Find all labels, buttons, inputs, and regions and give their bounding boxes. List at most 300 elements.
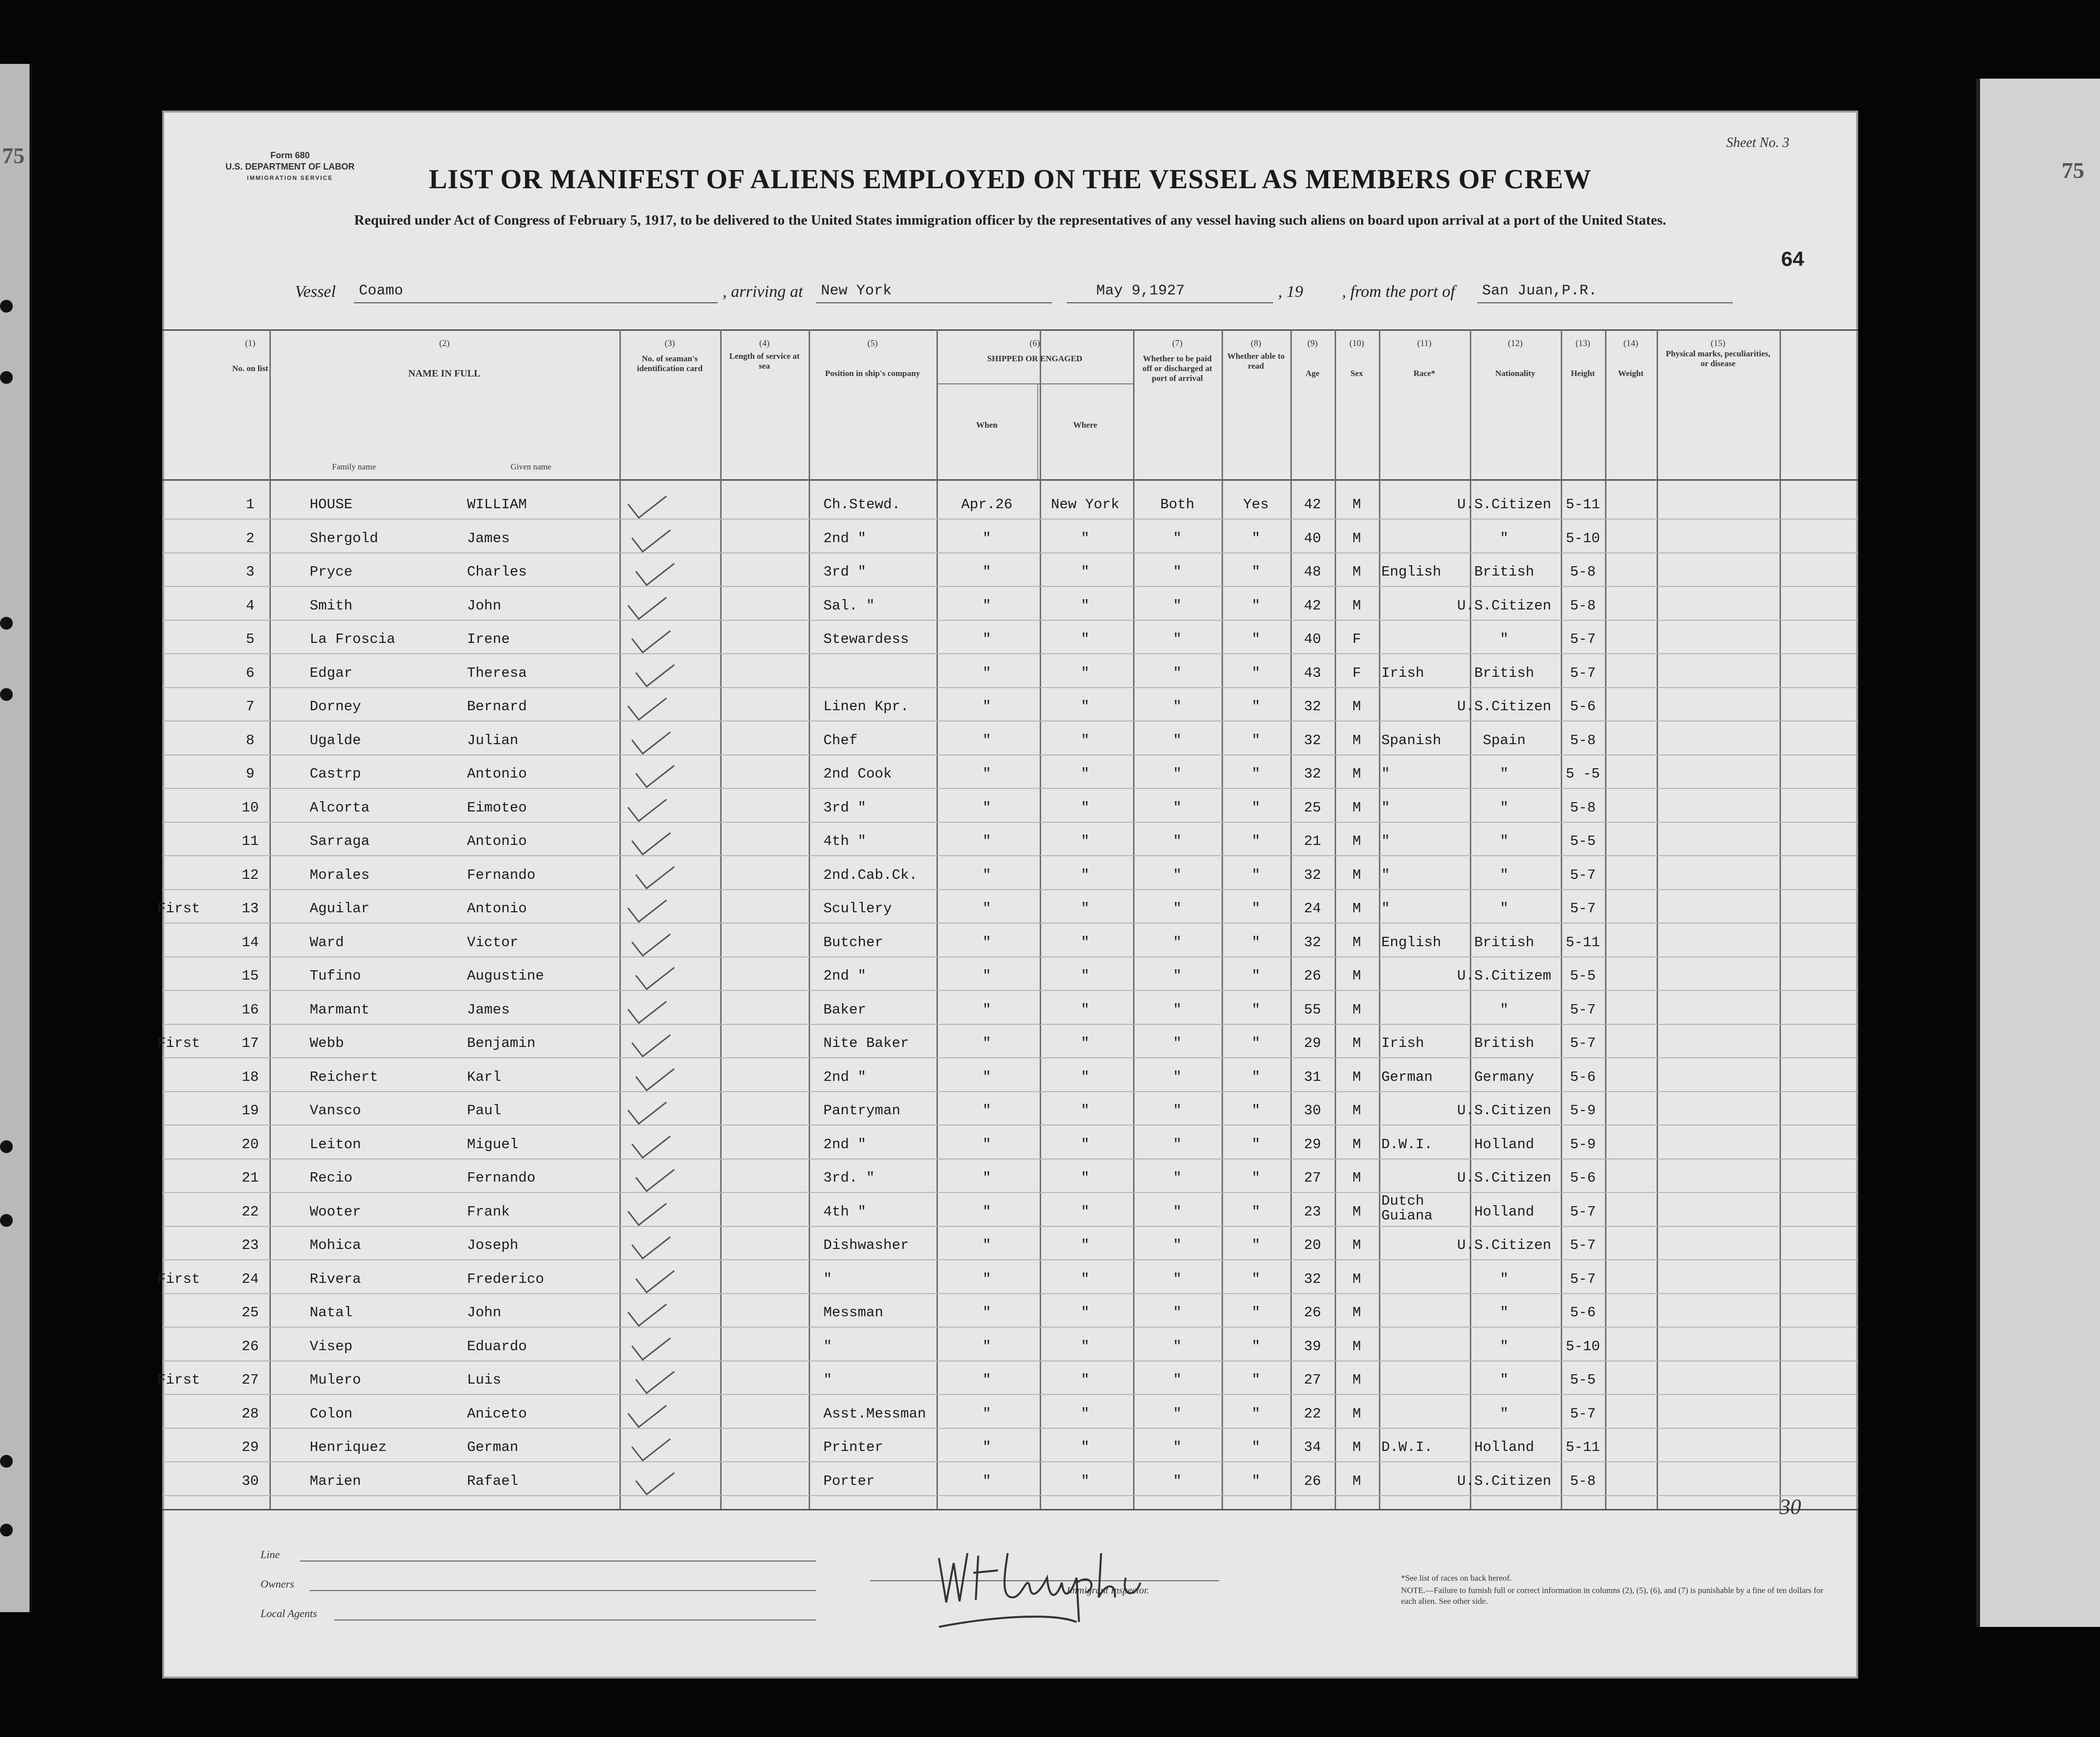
row-read: " <box>1252 1069 1260 1085</box>
row-age: 32 <box>1304 766 1321 782</box>
row-read: " <box>1252 900 1260 917</box>
row-given: Augustine <box>467 968 544 984</box>
row-mark: First <box>157 1372 201 1388</box>
from-port: San Juan,P.R. <box>1482 283 1598 299</box>
arriving-underline <box>816 302 1052 303</box>
checkmark-icon <box>627 482 667 519</box>
row-paid: " <box>1173 530 1182 547</box>
row-paid: " <box>1173 934 1182 951</box>
table-bottom-rule <box>162 1509 1858 1510</box>
row-no: 23 <box>241 1237 259 1253</box>
row-where: " <box>1080 1203 1090 1220</box>
shipped-sub-rule <box>936 383 1133 384</box>
colnum-6: (6) <box>1029 338 1040 348</box>
row-height: 5-8 <box>1570 564 1596 580</box>
row-height: 5-10 <box>1566 530 1600 547</box>
row-position: Stewardess <box>823 631 909 647</box>
row-given: Victor <box>467 934 519 951</box>
col-rule <box>809 329 810 1509</box>
row-paid: " <box>1173 1304 1182 1321</box>
row-position: Linen Kpr. <box>823 698 909 715</box>
row-no: 11 <box>241 833 259 849</box>
row-where: " <box>1080 900 1090 917</box>
row-nationality: " <box>1500 1338 1509 1355</box>
row-family: Morales <box>310 867 370 883</box>
sheet-number <box>1726 135 1789 151</box>
col-shipped-engaged: SHIPPED OR ENGAGED <box>987 354 1082 363</box>
row-age: 42 <box>1304 496 1321 513</box>
binding-hole-icon <box>0 688 13 701</box>
row-when: " <box>982 564 992 580</box>
row-read: " <box>1252 867 1260 883</box>
row-where: " <box>1080 1338 1090 1355</box>
row-position: Printer <box>823 1439 883 1455</box>
checkmark-icon <box>627 684 667 721</box>
row-read: " <box>1252 597 1260 614</box>
row-rule <box>162 586 1858 587</box>
row-where: " <box>1080 934 1090 951</box>
row-when: " <box>982 1372 992 1388</box>
row-read: " <box>1252 833 1260 849</box>
colnum-13: (13) <box>1575 338 1590 348</box>
checkmark-icon <box>635 1257 674 1293</box>
binding-hole-icon <box>0 1455 13 1468</box>
row-height: 5-7 <box>1570 1237 1596 1253</box>
row-where: " <box>1080 1069 1090 1085</box>
row-age: 32 <box>1304 698 1321 715</box>
penalty-note: NOTE.—Failure to furnish full or correct information in columns (2), (5), (6), and (7) is punishable by a fine of ten dollars for each alien. See other side. <box>1401 1586 1824 1606</box>
row-position: Asst.Messman <box>823 1405 926 1422</box>
checkmark-icon <box>627 785 667 822</box>
row-nationality: " <box>1500 1001 1509 1018</box>
row-position: 3rd " <box>823 564 867 580</box>
row-rule <box>162 721 1858 722</box>
col-rule <box>1379 329 1380 1509</box>
row-paid: " <box>1173 900 1182 917</box>
row-given: Karl <box>467 1069 501 1085</box>
binding-hole-icon <box>0 1524 13 1536</box>
row-position: " <box>823 1372 832 1388</box>
row-read: " <box>1252 968 1260 984</box>
row-when: " <box>982 1170 992 1186</box>
row-family: Pryce <box>310 564 353 580</box>
row-height: 5-7 <box>1570 867 1596 883</box>
row-height: 5-5 <box>1570 1372 1596 1388</box>
colnum-1: (1) <box>245 338 256 348</box>
inspector-signature <box>929 1543 1155 1637</box>
binding-hole-icon <box>0 371 13 384</box>
row-when: " <box>982 1203 992 1220</box>
row-rule <box>162 1091 1858 1092</box>
row-age: 48 <box>1304 564 1321 580</box>
row-sex: M <box>1352 496 1361 513</box>
row-no: 19 <box>241 1102 259 1119</box>
subhead-where: Where <box>1073 420 1097 430</box>
row-where: " <box>1080 867 1090 883</box>
row-nationality: British <box>1474 665 1534 681</box>
checkmark-icon <box>631 718 671 754</box>
row-position: Dishwasher <box>823 1237 909 1253</box>
colnum-14: (14) <box>1623 338 1638 348</box>
row-where: " <box>1080 833 1090 849</box>
row-nationality: U.S.Citizen <box>1457 496 1551 513</box>
binding-hole-icon <box>0 300 13 313</box>
colnum-15: (15) <box>1711 338 1725 348</box>
colnum-7: (7) <box>1172 338 1183 348</box>
row-where: " <box>1080 1170 1090 1186</box>
checkmark-icon <box>635 550 674 586</box>
row-when: " <box>982 1102 992 1119</box>
row-rule <box>162 519 1858 520</box>
row-rule <box>162 923 1858 924</box>
row-sex: M <box>1352 1203 1361 1220</box>
row-no: 17 <box>241 1035 259 1051</box>
row-family: Sarraga <box>310 833 370 849</box>
row-paid: " <box>1173 631 1182 647</box>
row-where: " <box>1080 1473 1090 1489</box>
row-no: 20 <box>241 1136 259 1153</box>
checkmark-icon <box>631 1324 671 1361</box>
date-underline <box>1067 302 1273 303</box>
checkmark-icon <box>635 1459 674 1495</box>
row-nationality: Germany <box>1474 1069 1534 1085</box>
vessel-label: Vessel <box>295 283 336 301</box>
row-no: 4 <box>246 597 255 614</box>
row-age: 34 <box>1304 1439 1321 1455</box>
col-rule <box>269 329 271 1509</box>
row-rule <box>162 552 1858 553</box>
row-where: " <box>1080 766 1090 782</box>
row-given: Charles <box>467 564 527 580</box>
row-family: Shergold <box>310 530 379 547</box>
row-height: 5-11 <box>1566 496 1600 513</box>
row-given: Antonio <box>467 766 527 782</box>
row-age: 27 <box>1304 1372 1321 1388</box>
row-no: 15 <box>241 968 259 984</box>
row-family: Leiton <box>310 1136 361 1153</box>
row-age: 29 <box>1304 1136 1321 1153</box>
row-read: " <box>1252 1271 1260 1287</box>
row-race: Irish <box>1381 665 1425 681</box>
checkmark-icon <box>627 886 667 923</box>
row-paid: " <box>1173 1372 1182 1388</box>
row-where: " <box>1080 631 1090 647</box>
row-position: Porter <box>823 1473 875 1489</box>
row-no: 8 <box>246 732 255 749</box>
row-race: English <box>1381 934 1441 951</box>
col-rule <box>720 329 722 1509</box>
checkmark-icon <box>631 1122 671 1158</box>
sheet-value: 3 <box>1782 135 1789 150</box>
row-paid: " <box>1173 833 1182 849</box>
row-no: 18 <box>241 1069 259 1085</box>
row-when: " <box>982 766 992 782</box>
row-sex: M <box>1352 799 1361 816</box>
row-nationality: " <box>1500 833 1509 849</box>
row-race: English <box>1381 564 1441 580</box>
row-when: " <box>982 665 992 681</box>
row-family: Tufino <box>310 968 361 984</box>
from-underline <box>1477 302 1733 303</box>
row-family: Mohica <box>310 1237 361 1253</box>
row-age: 39 <box>1304 1338 1321 1355</box>
row-given: Eduardo <box>467 1338 527 1355</box>
row-race: Dutch Guiana <box>1381 1192 1433 1224</box>
row-height: 5-11 <box>1566 1439 1600 1455</box>
row-family: Castrp <box>310 766 361 782</box>
colnum-10: (10) <box>1349 338 1364 348</box>
row-where: " <box>1080 597 1090 614</box>
row-nationality: British <box>1474 564 1534 580</box>
row-age: 25 <box>1304 799 1321 816</box>
col-nationality: Nationality <box>1495 369 1536 378</box>
row-mark: First <box>157 1035 201 1051</box>
row-height: 5-6 <box>1570 1069 1596 1085</box>
row-no: 10 <box>241 799 259 816</box>
row-when: " <box>982 1237 992 1253</box>
row-read: " <box>1252 766 1260 782</box>
row-age: 26 <box>1304 1304 1321 1321</box>
row-given: Frederico <box>467 1271 544 1287</box>
row-rule <box>162 1057 1858 1058</box>
row-race: German <box>1381 1069 1433 1085</box>
row-read: " <box>1252 1001 1260 1018</box>
row-rule <box>162 822 1858 823</box>
row-sex: M <box>1352 1439 1361 1455</box>
row-paid: " <box>1173 1035 1182 1051</box>
row-paid: " <box>1173 1271 1182 1287</box>
row-height: 5-8 <box>1570 799 1596 816</box>
row-age: 43 <box>1304 665 1321 681</box>
row-position: 2nd " <box>823 530 867 547</box>
col-rule <box>619 329 621 1509</box>
checkmark-icon <box>635 1358 674 1394</box>
row-paid: " <box>1173 1170 1182 1186</box>
col-paid-off: Whether to be paid off or discharged at port of arrival <box>1142 354 1212 383</box>
arriving-label: , arriving at <box>723 283 803 301</box>
row-no: 5 <box>246 631 255 647</box>
row-family: Dorney <box>310 698 361 715</box>
form-label: Form 680 <box>270 150 310 160</box>
row-height: 5-6 <box>1570 1304 1596 1321</box>
row-given: Bernard <box>467 698 527 715</box>
sheet-label: Sheet No. <box>1726 135 1779 150</box>
row-where: " <box>1080 799 1090 816</box>
right-page-edge <box>1976 79 2100 1627</box>
row-rule <box>162 1293 1858 1294</box>
row-where: " <box>1080 1271 1090 1287</box>
row-rule <box>162 1461 1858 1462</box>
checkmark-icon <box>635 1055 674 1091</box>
row-paid: " <box>1173 1069 1182 1085</box>
row-family: Visep <box>310 1338 353 1355</box>
row-height: 5-7 <box>1570 1203 1596 1220</box>
row-no: 26 <box>241 1338 259 1355</box>
shipped-sub-col-rule <box>1037 383 1038 479</box>
colnum-3: (3) <box>665 338 675 348</box>
row-when: " <box>982 968 992 984</box>
line-underline <box>300 1561 816 1562</box>
row-read: " <box>1252 698 1260 715</box>
row-race: " <box>1381 900 1390 917</box>
row-position: " <box>823 1271 832 1287</box>
row-paid: " <box>1173 698 1182 715</box>
row-when: " <box>982 1473 992 1489</box>
row-family: Aguilar <box>310 900 370 917</box>
row-nationality: U.S.Citizen <box>1457 597 1551 614</box>
col-race: Race* <box>1413 369 1435 378</box>
row-no: 14 <box>241 934 259 951</box>
row-nationality: Spain <box>1483 732 1526 749</box>
row-height: 5-9 <box>1570 1102 1596 1119</box>
row-nationality: " <box>1500 631 1509 647</box>
row-family: Vansco <box>310 1102 361 1119</box>
row-read: " <box>1252 1136 1260 1153</box>
checkmark-icon <box>631 1223 671 1259</box>
row-position: 4th " <box>823 1203 867 1220</box>
row-paid: " <box>1173 665 1182 681</box>
row-sex: M <box>1352 1405 1361 1422</box>
row-family: Wooter <box>310 1203 361 1220</box>
row-read: " <box>1252 1372 1260 1388</box>
row-sex: M <box>1352 1102 1361 1119</box>
vessel-underline <box>354 302 718 303</box>
colnum-5: (5) <box>867 338 878 348</box>
row-read: " <box>1252 564 1260 580</box>
row-rule <box>162 653 1858 654</box>
row-age: 40 <box>1304 631 1321 647</box>
row-paid: " <box>1173 1203 1182 1220</box>
row-given: John <box>467 1304 501 1321</box>
col-height: Height <box>1571 369 1595 378</box>
row-where: " <box>1080 1102 1090 1119</box>
row-read: Yes <box>1243 496 1269 513</box>
row-age: 32 <box>1304 934 1321 951</box>
row-where: " <box>1080 1304 1090 1321</box>
row-nationality: U.S.Citizen <box>1457 1237 1551 1253</box>
vessel-line <box>231 283 1804 307</box>
row-position: 2nd " <box>823 968 867 984</box>
checkmark-icon <box>627 1189 667 1226</box>
row-age: 26 <box>1304 968 1321 984</box>
row-sex: M <box>1352 1372 1361 1388</box>
line-label: Line <box>261 1548 280 1561</box>
row-nationality: British <box>1474 1035 1534 1051</box>
row-position: 2nd " <box>823 1136 867 1153</box>
row-given: Rafael <box>467 1473 519 1489</box>
row-height: 5-8 <box>1570 1473 1596 1489</box>
row-height: 5-11 <box>1566 934 1600 951</box>
row-height: 5-8 <box>1570 732 1596 749</box>
row-age: 32 <box>1304 1271 1321 1287</box>
checkmark-icon <box>631 1425 671 1461</box>
row-given: Aniceto <box>467 1405 527 1422</box>
row-position: Scullery <box>823 900 892 917</box>
inspector-label: Immigrant Inspector. <box>1067 1585 1149 1596</box>
row-mark: First <box>157 1271 201 1287</box>
row-read: " <box>1252 1473 1260 1489</box>
row-nationality: U.S.Citizen <box>1457 1473 1551 1489</box>
row-sex: M <box>1352 1473 1361 1489</box>
row-read: " <box>1252 1237 1260 1253</box>
row-paid: " <box>1173 968 1182 984</box>
row-rule <box>162 1495 1858 1496</box>
checkmark-icon <box>635 954 674 990</box>
row-sex: M <box>1352 900 1361 917</box>
checkmark-icon <box>635 651 674 687</box>
row-height: 5-7 <box>1570 1035 1596 1051</box>
row-when: " <box>982 1069 992 1085</box>
row-when: " <box>982 867 992 883</box>
row-paid: " <box>1173 1136 1182 1153</box>
row-where: " <box>1080 1035 1090 1051</box>
row-paid: " <box>1173 1102 1182 1119</box>
row-paid: " <box>1173 1237 1182 1253</box>
row-rule <box>162 1024 1858 1025</box>
row-nationality: " <box>1500 900 1509 917</box>
row-read: " <box>1252 732 1260 749</box>
row-height: 5-10 <box>1566 1338 1600 1355</box>
row-nationality: British <box>1474 934 1534 951</box>
row-when: " <box>982 530 992 547</box>
arrival-date: May 9,1927 <box>1096 283 1185 299</box>
row-family: Edgar <box>310 665 353 681</box>
row-read: " <box>1252 631 1260 647</box>
row-sex: F <box>1352 665 1361 681</box>
row-when: " <box>982 698 992 715</box>
col-able-read: Whether able to read <box>1227 351 1285 371</box>
row-paid: " <box>1173 1439 1182 1455</box>
agents-underline <box>334 1620 816 1621</box>
row-position: Butcher <box>823 934 883 951</box>
row-read: " <box>1252 1304 1260 1321</box>
row-where: " <box>1080 732 1090 749</box>
row-read: " <box>1252 530 1260 547</box>
row-read: " <box>1252 1102 1260 1119</box>
owners-label: Owners <box>261 1578 294 1590</box>
row-given: Miguel <box>467 1136 519 1153</box>
checkmark-icon <box>627 1088 667 1125</box>
row-rule <box>162 1394 1858 1395</box>
row-paid: " <box>1173 597 1182 614</box>
row-when: " <box>982 1304 992 1321</box>
row-when: " <box>982 1405 992 1422</box>
row-position: Sal. " <box>823 597 875 614</box>
row-paid: " <box>1173 867 1182 883</box>
row-sex: M <box>1352 1338 1361 1355</box>
checkmark-icon <box>631 617 671 653</box>
row-family: Marmant <box>310 1001 370 1018</box>
row-position: 2nd.Cab.Ck. <box>823 867 918 883</box>
page-title: LIST OR MANIFEST OF ALIENS EMPLOYED ON THE VESSEL AS MEMBERS OF CREW <box>429 164 1592 195</box>
row-sex: M <box>1352 1304 1361 1321</box>
row-race: " <box>1381 867 1390 883</box>
col-no-on-list: No. on list <box>232 364 268 373</box>
row-nationality: Holland <box>1474 1439 1534 1455</box>
row-where: " <box>1080 1136 1090 1153</box>
row-race: D.W.I. <box>1381 1136 1433 1153</box>
row-when: " <box>982 799 992 816</box>
row-given: John <box>467 597 501 614</box>
row-height: 5-7 <box>1570 665 1596 681</box>
row-rule <box>162 889 1858 890</box>
row-nationality: " <box>1500 1405 1509 1422</box>
row-age: 40 <box>1304 530 1321 547</box>
row-no: 27 <box>241 1372 259 1388</box>
row-height: 5-5 <box>1570 833 1596 849</box>
row-when: " <box>982 1338 992 1355</box>
row-sex: M <box>1352 766 1361 782</box>
